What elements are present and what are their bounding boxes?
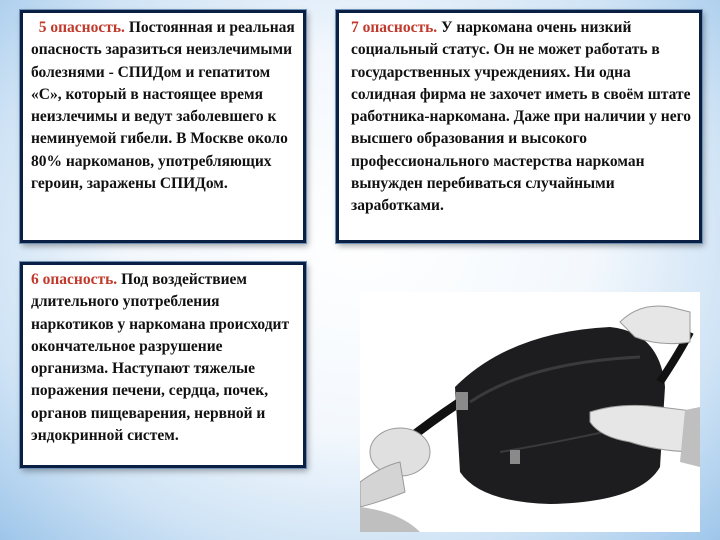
danger-7-text: У наркомана очень низкий социальный статус. Он не может работать в государственных учреждениях. Ни одна солидная фирма не захочет иметь в своём штате работника-наркомана. Даже при наличии у него высшего образования и высокого профессионального мастерства наркоман вынужден перебиваться случайными заработками. <box>351 19 691 215</box>
danger-7-paragraph <box>351 17 691 218</box>
danger-5-text: Постоянная и реальная опасность заразиться неизлечимыми болезнями - СПИДом и гепатитом «С», который в настоящее время неизлечимы и ведут заболевшего к неминуемой гибели. В Москве около 80% наркоманов, употребляющих героин, заражены СПИДом. <box>31 19 295 193</box>
danger-5-box <box>20 10 306 243</box>
danger-6-lead: 6 опасность. <box>31 271 118 288</box>
danger-6-text: Под воздействием длительного употребления наркотиков у наркомана происходит окончательное разрушение организма. Наступают тяжелые поражения печени, сердца, почек, органов пищеварения, нервной и эндокринной систем. <box>31 271 290 445</box>
danger-6-box <box>20 262 306 468</box>
bag-snatching-photo <box>360 292 700 532</box>
danger-7-box <box>336 10 702 243</box>
danger-5-paragraph <box>31 17 295 195</box>
bag-snatching-illustration <box>360 292 700 532</box>
danger-7-lead: 7 опасность. <box>351 19 438 36</box>
danger-6-paragraph <box>31 269 295 447</box>
danger-5-lead: 5 опасность. <box>38 19 125 36</box>
